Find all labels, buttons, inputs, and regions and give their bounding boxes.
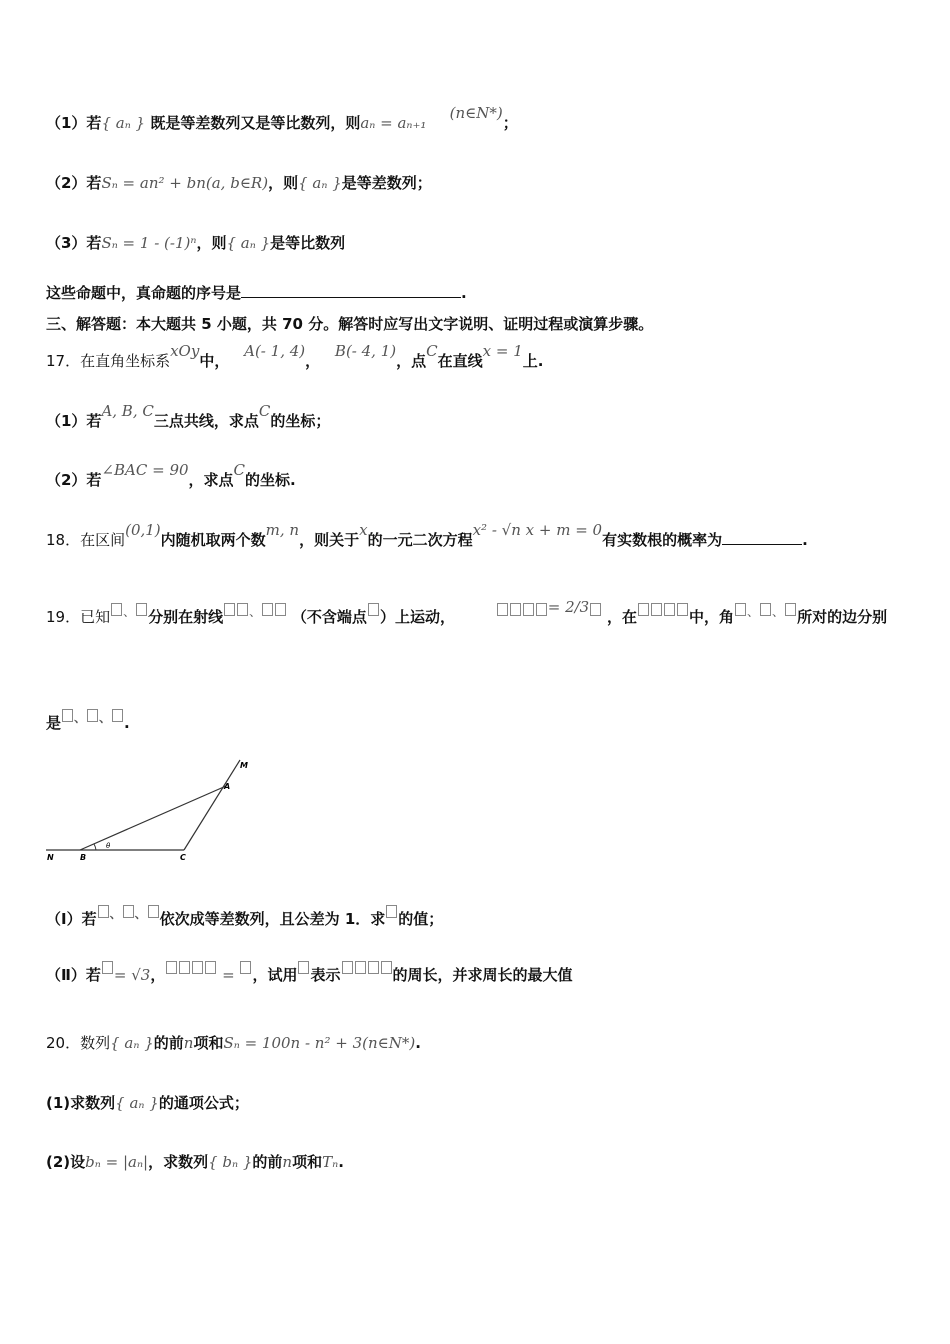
- angle-arc: [94, 844, 96, 850]
- section-heading: 三、解答题：本大题共 5 小题，共 70 分。解答时应写出文字说明、证明过程或演算步骤。: [46, 315, 654, 333]
- ray-cm: [184, 760, 240, 850]
- math-equation: aₙ = aₙ₊₁: [360, 114, 427, 132]
- problem-20: 20．数列{ aₙ }的前n项和Sₙ = 100n - n² + 3(n∈N*).: [46, 1034, 421, 1052]
- math-condition: (n∈N*): [449, 104, 503, 122]
- math-sequence: { aₙ }: [298, 174, 342, 192]
- math-sequence: { aₙ }: [101, 114, 146, 132]
- problem-17-part-1: （1）若A, B, C三点共线，求点C的坐标；: [46, 402, 331, 430]
- math-equation: Sₙ = 1 - (-1)ⁿ: [101, 234, 197, 252]
- problem-19-part-1: （Ⅰ）若 、 、 依次成等差数列，且公差为 1．求 的值；: [46, 907, 444, 928]
- label-theta: θ: [106, 842, 111, 850]
- answer-blank: [241, 281, 461, 298]
- statement-3: （3）若Sₙ = 1 - (-1)ⁿ，则{ aₙ }是等比数列: [46, 234, 346, 252]
- math-sequence: { aₙ }: [226, 234, 271, 252]
- geometry-figure: [44, 756, 254, 866]
- problem-17: 17．在直角坐标系xOy中， A(- 1, 4)， B(- 4, 1)，点C在直线x = 1上.: [46, 342, 544, 370]
- problem-19: 19．已知 、 分别在射线 、 （不含端点 ）上运动， = 2/3 ，在 中，角 、 、 所对的边分别: [46, 598, 888, 626]
- problem-18: 18．在区间(0,1)内随机取两个数m, n，则关于x的一元二次方程x² - √n x + m = 0有实数根的概率为 .: [46, 521, 808, 549]
- problem-17-part-2: （2）若∠BAC = 90，求点C的坐标.: [46, 461, 296, 489]
- label-m: M: [240, 761, 248, 770]
- label-b: B: [80, 853, 87, 862]
- statement-2: （2）若Sₙ = an² + bn(a, b∈R)，则{ aₙ }是等差数列；: [46, 174, 432, 192]
- problem-20-part-2: (2)设bₙ = |aₙ|，求数列{ bₙ }的前n项和Tₙ.: [46, 1153, 344, 1171]
- problem-20-part-1: (1)求数列{ aₙ }的通项公式；: [46, 1094, 249, 1112]
- label-a: A: [224, 782, 231, 791]
- statement-1: （1）若{ aₙ } 既是等差数列又是等比数列，则aₙ = aₙ₊₁ (n∈N*)；: [46, 104, 518, 132]
- problem-19-part-2: （Ⅱ）若 = √3， = ，试用 表示 的周长，并求周长的最大值: [46, 964, 573, 986]
- answer-blank: [722, 528, 802, 545]
- question-prompt: 这些命题中，真命题的序号是 .: [46, 281, 467, 304]
- label-n: N: [47, 853, 54, 862]
- label-c: C: [180, 853, 186, 862]
- problem-19-line-2: 是 、 、 .: [46, 711, 130, 732]
- math-equation: Sₙ = an² + bn(a, b∈R): [101, 174, 269, 192]
